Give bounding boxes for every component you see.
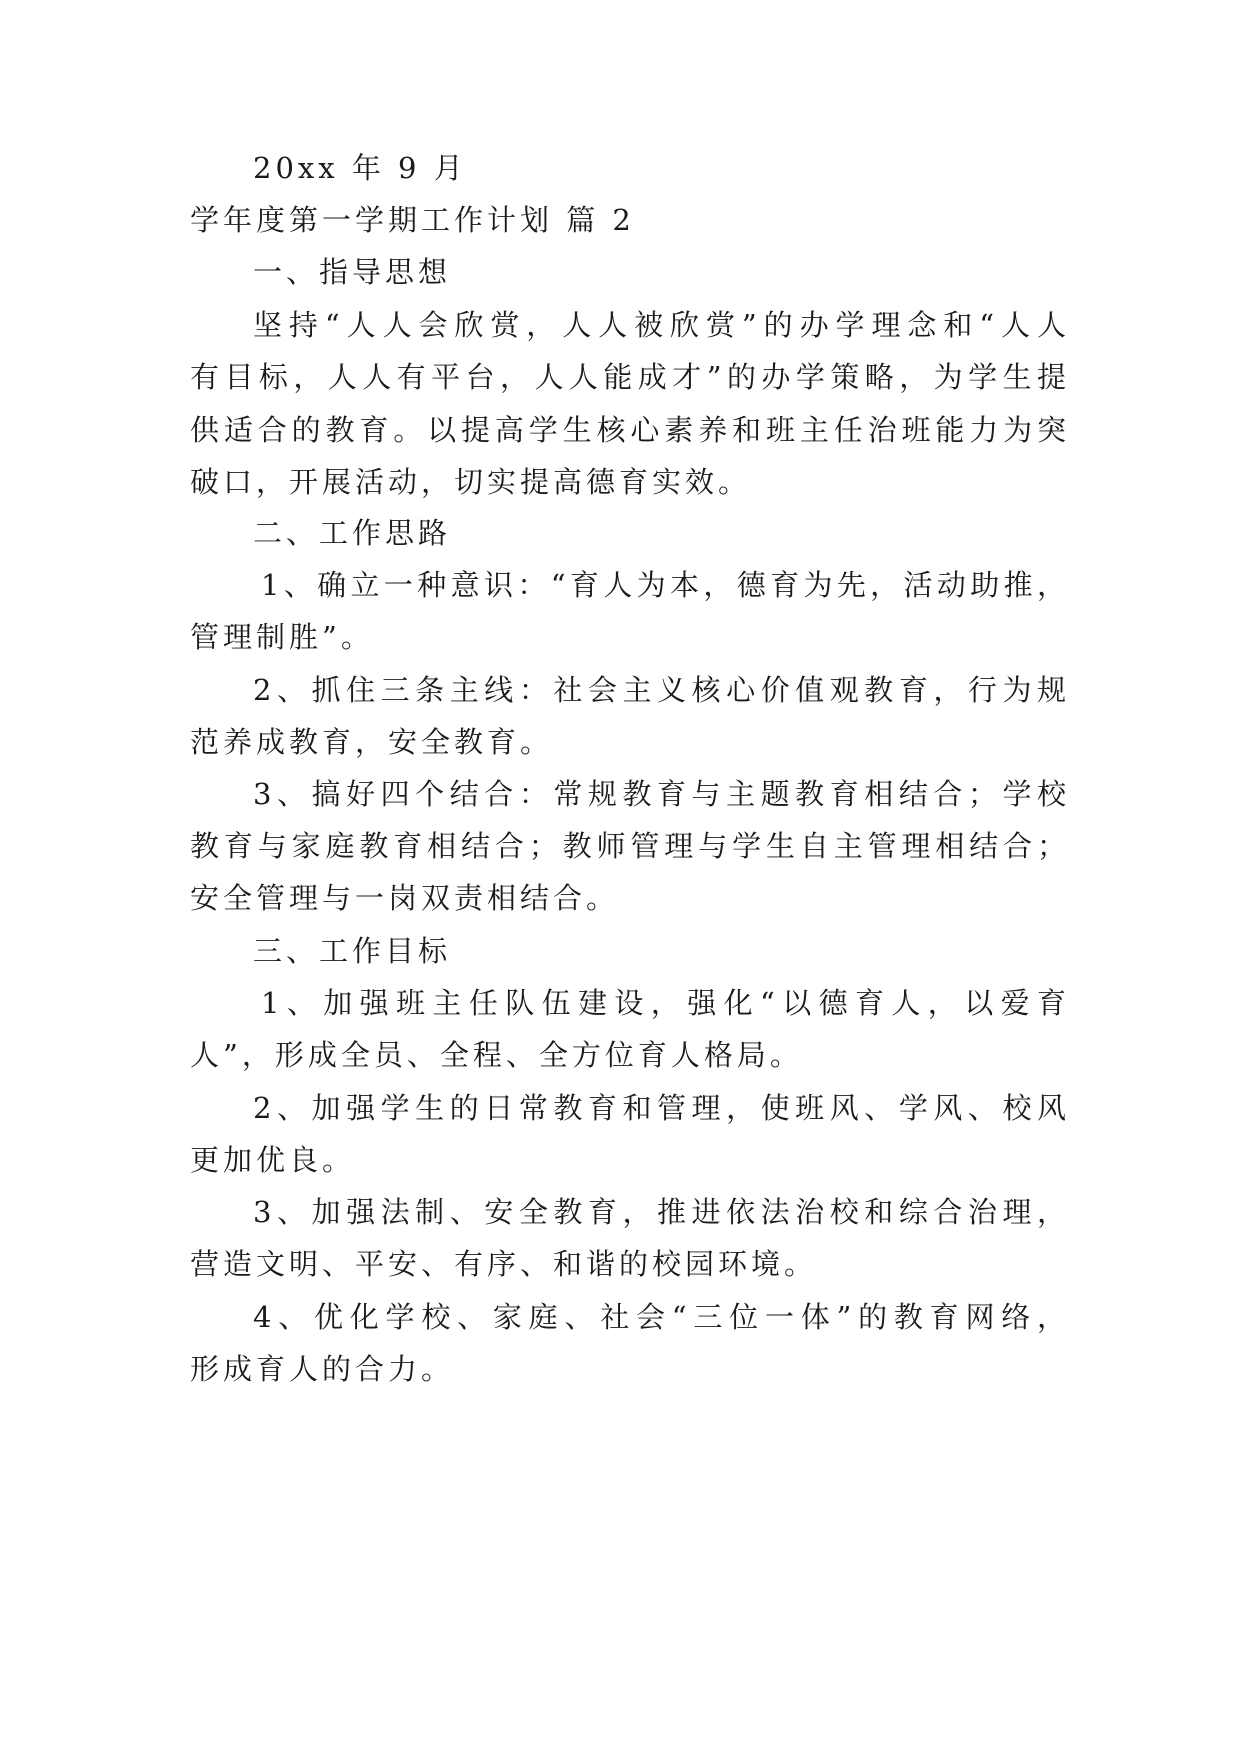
list-item-line: 1、确立一种意识：“育人为本，德育为先，活动助推， bbox=[261, 568, 1070, 602]
paragraph-line: 供适合的教育。以提高学生核心素养和班主任治班能力为突 bbox=[190, 413, 1070, 447]
list-item-line: 2、加强学生的日常教育和管理，使班风、学风、校风 bbox=[253, 1091, 1070, 1125]
list-item-line: 教育与家庭教育相结合；教师管理与学生自主管理相结合； bbox=[190, 829, 1070, 863]
list-item-line: 1、加强班主任队伍建设，强化“以德育人，以爱育 bbox=[261, 986, 1070, 1020]
document-title: 学年度第一学期工作计划 篇 2 bbox=[190, 203, 635, 237]
paragraph-line: 破口，开展活动，切实提高德育实效。 bbox=[190, 465, 752, 499]
list-item-line: 4、优化学校、家庭、社会“三位一体”的教育网络， bbox=[253, 1300, 1070, 1334]
list-item-line: 形成育人的合力。 bbox=[190, 1352, 455, 1386]
list-item-line: 3、搞好四个结合：常规教育与主题教育相结合；学校 bbox=[253, 777, 1070, 811]
section-heading-work-approach: 二、工作思路 bbox=[253, 516, 452, 550]
list-item-line: 2、抓住三条主线：社会主义核心价值观教育，行为规 bbox=[253, 673, 1070, 707]
list-item-line: 营造文明、平安、有序、和谐的校园环境。 bbox=[190, 1247, 818, 1281]
list-item-line: 人”，形成全员、全程、全方位育人格局。 bbox=[190, 1038, 803, 1072]
list-item-line: 管理制胜”。 bbox=[190, 620, 374, 654]
section-heading-guiding-thought: 一、指导思想 bbox=[253, 255, 452, 289]
paragraph-line: 坚持“人人会欣赏，人人被欣赏”的办学理念和“人人 bbox=[253, 308, 1070, 342]
list-item-line: 安全管理与一岗双责相结合。 bbox=[190, 881, 620, 915]
section-heading-work-goals: 三、工作目标 bbox=[253, 934, 452, 968]
date-line: 20xx 年 9 月 bbox=[253, 151, 467, 185]
paragraph-line: 有目标，人人有平台，人人能成才”的办学策略，为学生提 bbox=[190, 360, 1070, 394]
list-item-line: 更加优良。 bbox=[190, 1143, 356, 1177]
list-item-line: 3、加强法制、安全教育，推进依法治校和综合治理， bbox=[253, 1195, 1070, 1229]
list-item-line: 范养成教育，安全教育。 bbox=[190, 725, 554, 759]
